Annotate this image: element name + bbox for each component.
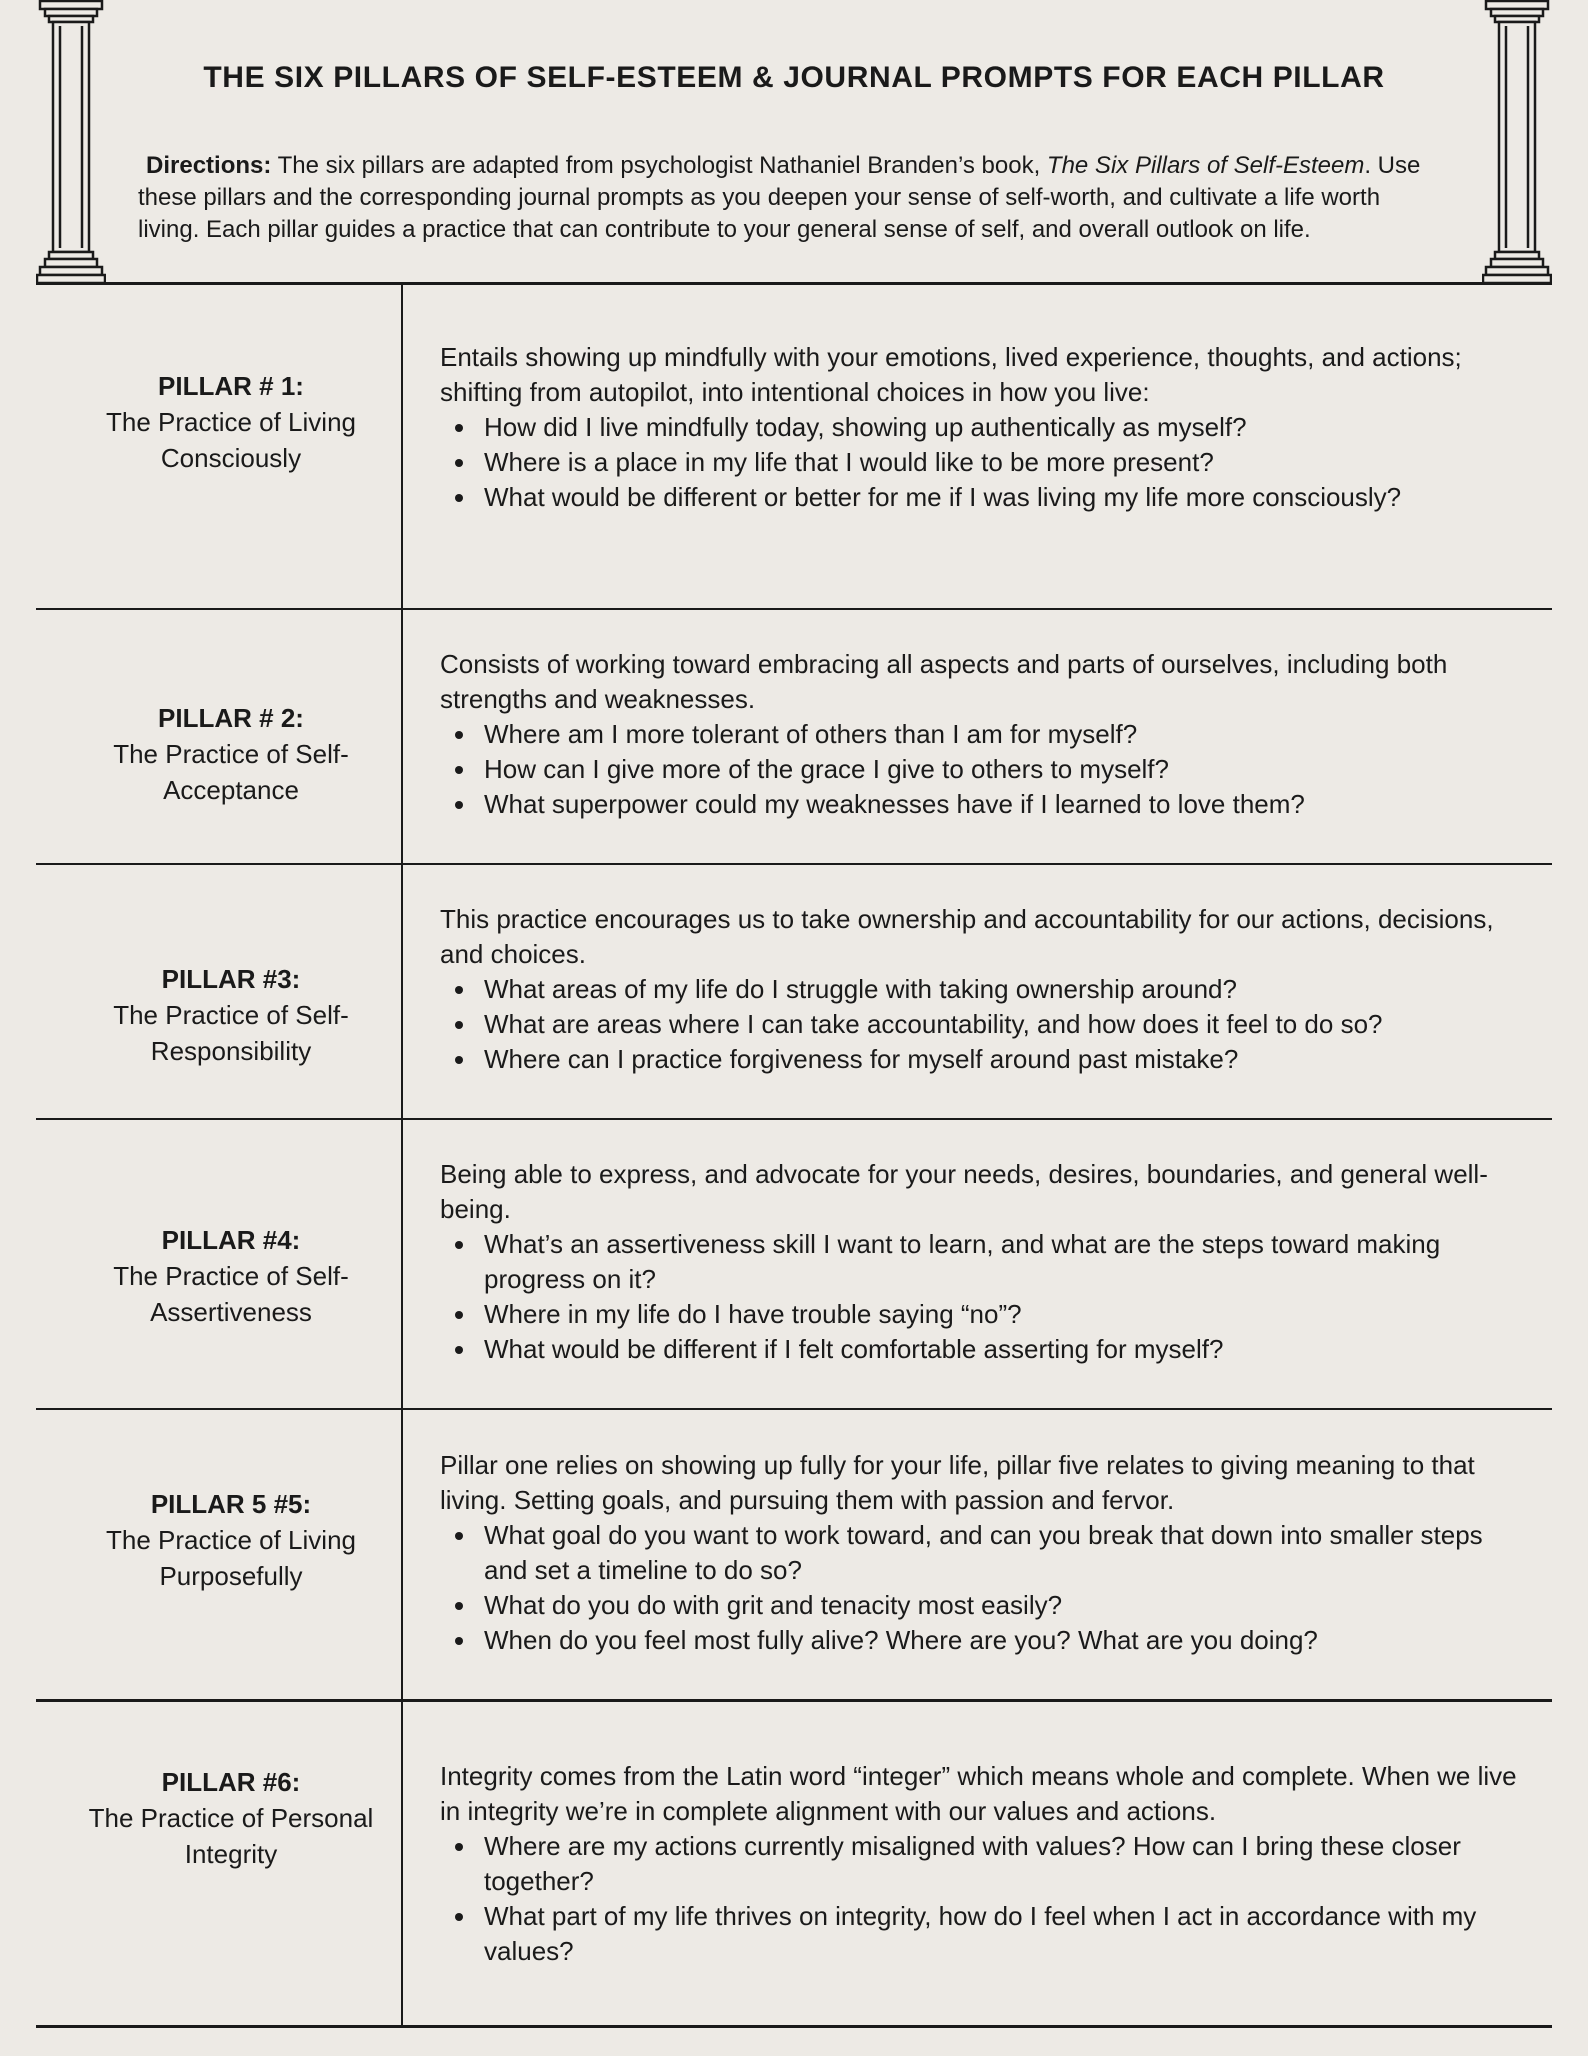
prompt-list	[440, 410, 1525, 515]
pillar-label	[64, 1486, 398, 1594]
pillar-body	[440, 1759, 1525, 1969]
prompt-item: What would be different or better for me if I was living my life more consciously?	[484, 480, 1525, 515]
prompt-item: What’s an assertiveness skill I want to learn, and what are the steps toward making progress on it?	[484, 1227, 1525, 1297]
pillar-description: Entails showing up mindfully with your emotions, lived experience, thoughts, and actions; shifting from autopilot, into intentional choices in how you live:	[440, 342, 1462, 407]
pillar-name: The Practice of Living Purposefully	[105, 1525, 356, 1591]
left-column-illustration	[36, 0, 106, 286]
pillar-label	[64, 1222, 398, 1330]
pillar-number: PILLAR 5 #5:	[150, 1489, 312, 1519]
pillar-body	[440, 340, 1525, 515]
prompt-item: How can I give more of the grace I give to others to myself?	[484, 752, 1525, 787]
table-bottom-rule	[36, 2025, 1552, 2028]
prompt-item: What superpower could my weaknesses have if I learned to love them?	[484, 787, 1525, 822]
pillar-description: Being able to express, and advocate for your needs, desires, boundaries, and general well-being.	[440, 1159, 1488, 1224]
prompt-item: Where are my actions currently misaligned with values? How can I bring these closer together?	[484, 1829, 1525, 1899]
page-title: THE SIX PILLARS OF SELF-ESTEEM & JOURNAL PROMPTS FOR EACH PILLAR	[203, 61, 1385, 94]
pillar-name: The Practice of Self-Responsibility	[113, 1000, 349, 1066]
row-divider	[36, 608, 1552, 610]
prompt-item: What goal do you want to work toward, and can you break that down into smaller steps and set a timeline to do so?	[484, 1518, 1525, 1588]
pillar-number: PILLAR # 2:	[158, 703, 304, 733]
pillar-body	[440, 902, 1525, 1077]
pillar-label	[64, 368, 398, 476]
pillar-name: The Practice of Self-Assertiveness	[113, 1261, 349, 1327]
row-divider	[36, 1699, 1552, 1702]
prompt-item: Where in my life do I have trouble saying “no”?	[484, 1297, 1525, 1332]
prompt-list	[440, 1829, 1525, 1969]
pillar-number: PILLAR #4:	[161, 1225, 301, 1255]
prompt-item: What areas of my life do I struggle with taking ownership around?	[484, 972, 1525, 1007]
pillar-description: This practice encourages us to take ownership and accountability for our actions, decisions, and choices.	[440, 904, 1494, 969]
prompt-list	[440, 1227, 1525, 1367]
directions-lead: Directions:	[146, 152, 272, 179]
prompt-item: Where am I more tolerant of others than I am for myself?	[484, 717, 1525, 752]
prompt-list	[440, 972, 1525, 1077]
prompt-item: What do you do with grit and tenacity most easily?	[484, 1588, 1525, 1623]
prompt-list	[440, 717, 1525, 822]
pillar-description: Consists of working toward embracing all aspects and parts of ourselves, including both strengths and weaknesses.	[440, 649, 1448, 714]
pillar-description: Integrity comes from the Latin word “integer” which means whole and complete. When we live in integrity we’re in complete alignment with our values and actions.	[440, 1761, 1517, 1826]
prompt-list	[440, 1518, 1525, 1658]
pillar-body	[440, 647, 1525, 822]
prompt-item: Where can I practice forgiveness for myself around past mistake?	[484, 1042, 1525, 1077]
table-column-divider	[401, 285, 403, 2027]
directions-text-after: . Use these pillars and the corresponding journal prompts as you deepen your sense of self-worth, and cultivate a life worth living. Each pillar guides a practice that can contribute to your general sense of self, and overall outlook on life.	[138, 152, 1421, 243]
pillar-description: Pillar one relies on showing up fully for your life, pillar five relates to giving meaning to that living. Setting goals, and pursuing them with passion and fervor.	[440, 1450, 1475, 1515]
pillar-number: PILLAR #6:	[161, 1767, 301, 1797]
pillar-body	[440, 1448, 1525, 1658]
row-divider	[36, 1408, 1552, 1410]
header-divider	[36, 282, 1552, 285]
pillar-body	[440, 1157, 1525, 1367]
book-title: The Six Pillars of Self-Esteem	[1046, 152, 1365, 179]
prompt-item: What would be different if I felt comfortable asserting for myself?	[484, 1332, 1525, 1367]
pillar-label	[64, 700, 398, 808]
pillar-name: The Practice of Personal Integrity	[88, 1803, 374, 1869]
row-divider	[36, 863, 1552, 865]
pillar-label	[64, 1764, 398, 1872]
prompt-item: Where is a place in my life that I would like to be more present?	[484, 445, 1525, 480]
pillar-number: PILLAR # 1:	[158, 371, 304, 401]
pillar-name: The Practice of Living Consciously	[105, 407, 356, 473]
prompt-item: When do you feel most fully alive? Where are you? What are you doing?	[484, 1623, 1525, 1658]
row-divider	[36, 1118, 1552, 1120]
pillar-number: PILLAR #3:	[161, 964, 301, 994]
directions-paragraph	[138, 150, 1444, 246]
directions-text-before: The six pillars are adapted from psychologist Nathaniel Branden’s book,	[271, 152, 1047, 179]
prompt-item: What part of my life thrives on integrity, how do I feel when I act in accordance with my values?	[484, 1899, 1525, 1969]
prompt-item: How did I live mindfully today, showing up authentically as myself?	[484, 410, 1525, 445]
pillar-name: The Practice of Self-Acceptance	[113, 739, 349, 805]
pillar-label	[64, 961, 398, 1069]
right-column-illustration	[1482, 0, 1552, 286]
prompt-item: What are areas where I can take accountability, and how does it feel to do so?	[484, 1007, 1525, 1042]
